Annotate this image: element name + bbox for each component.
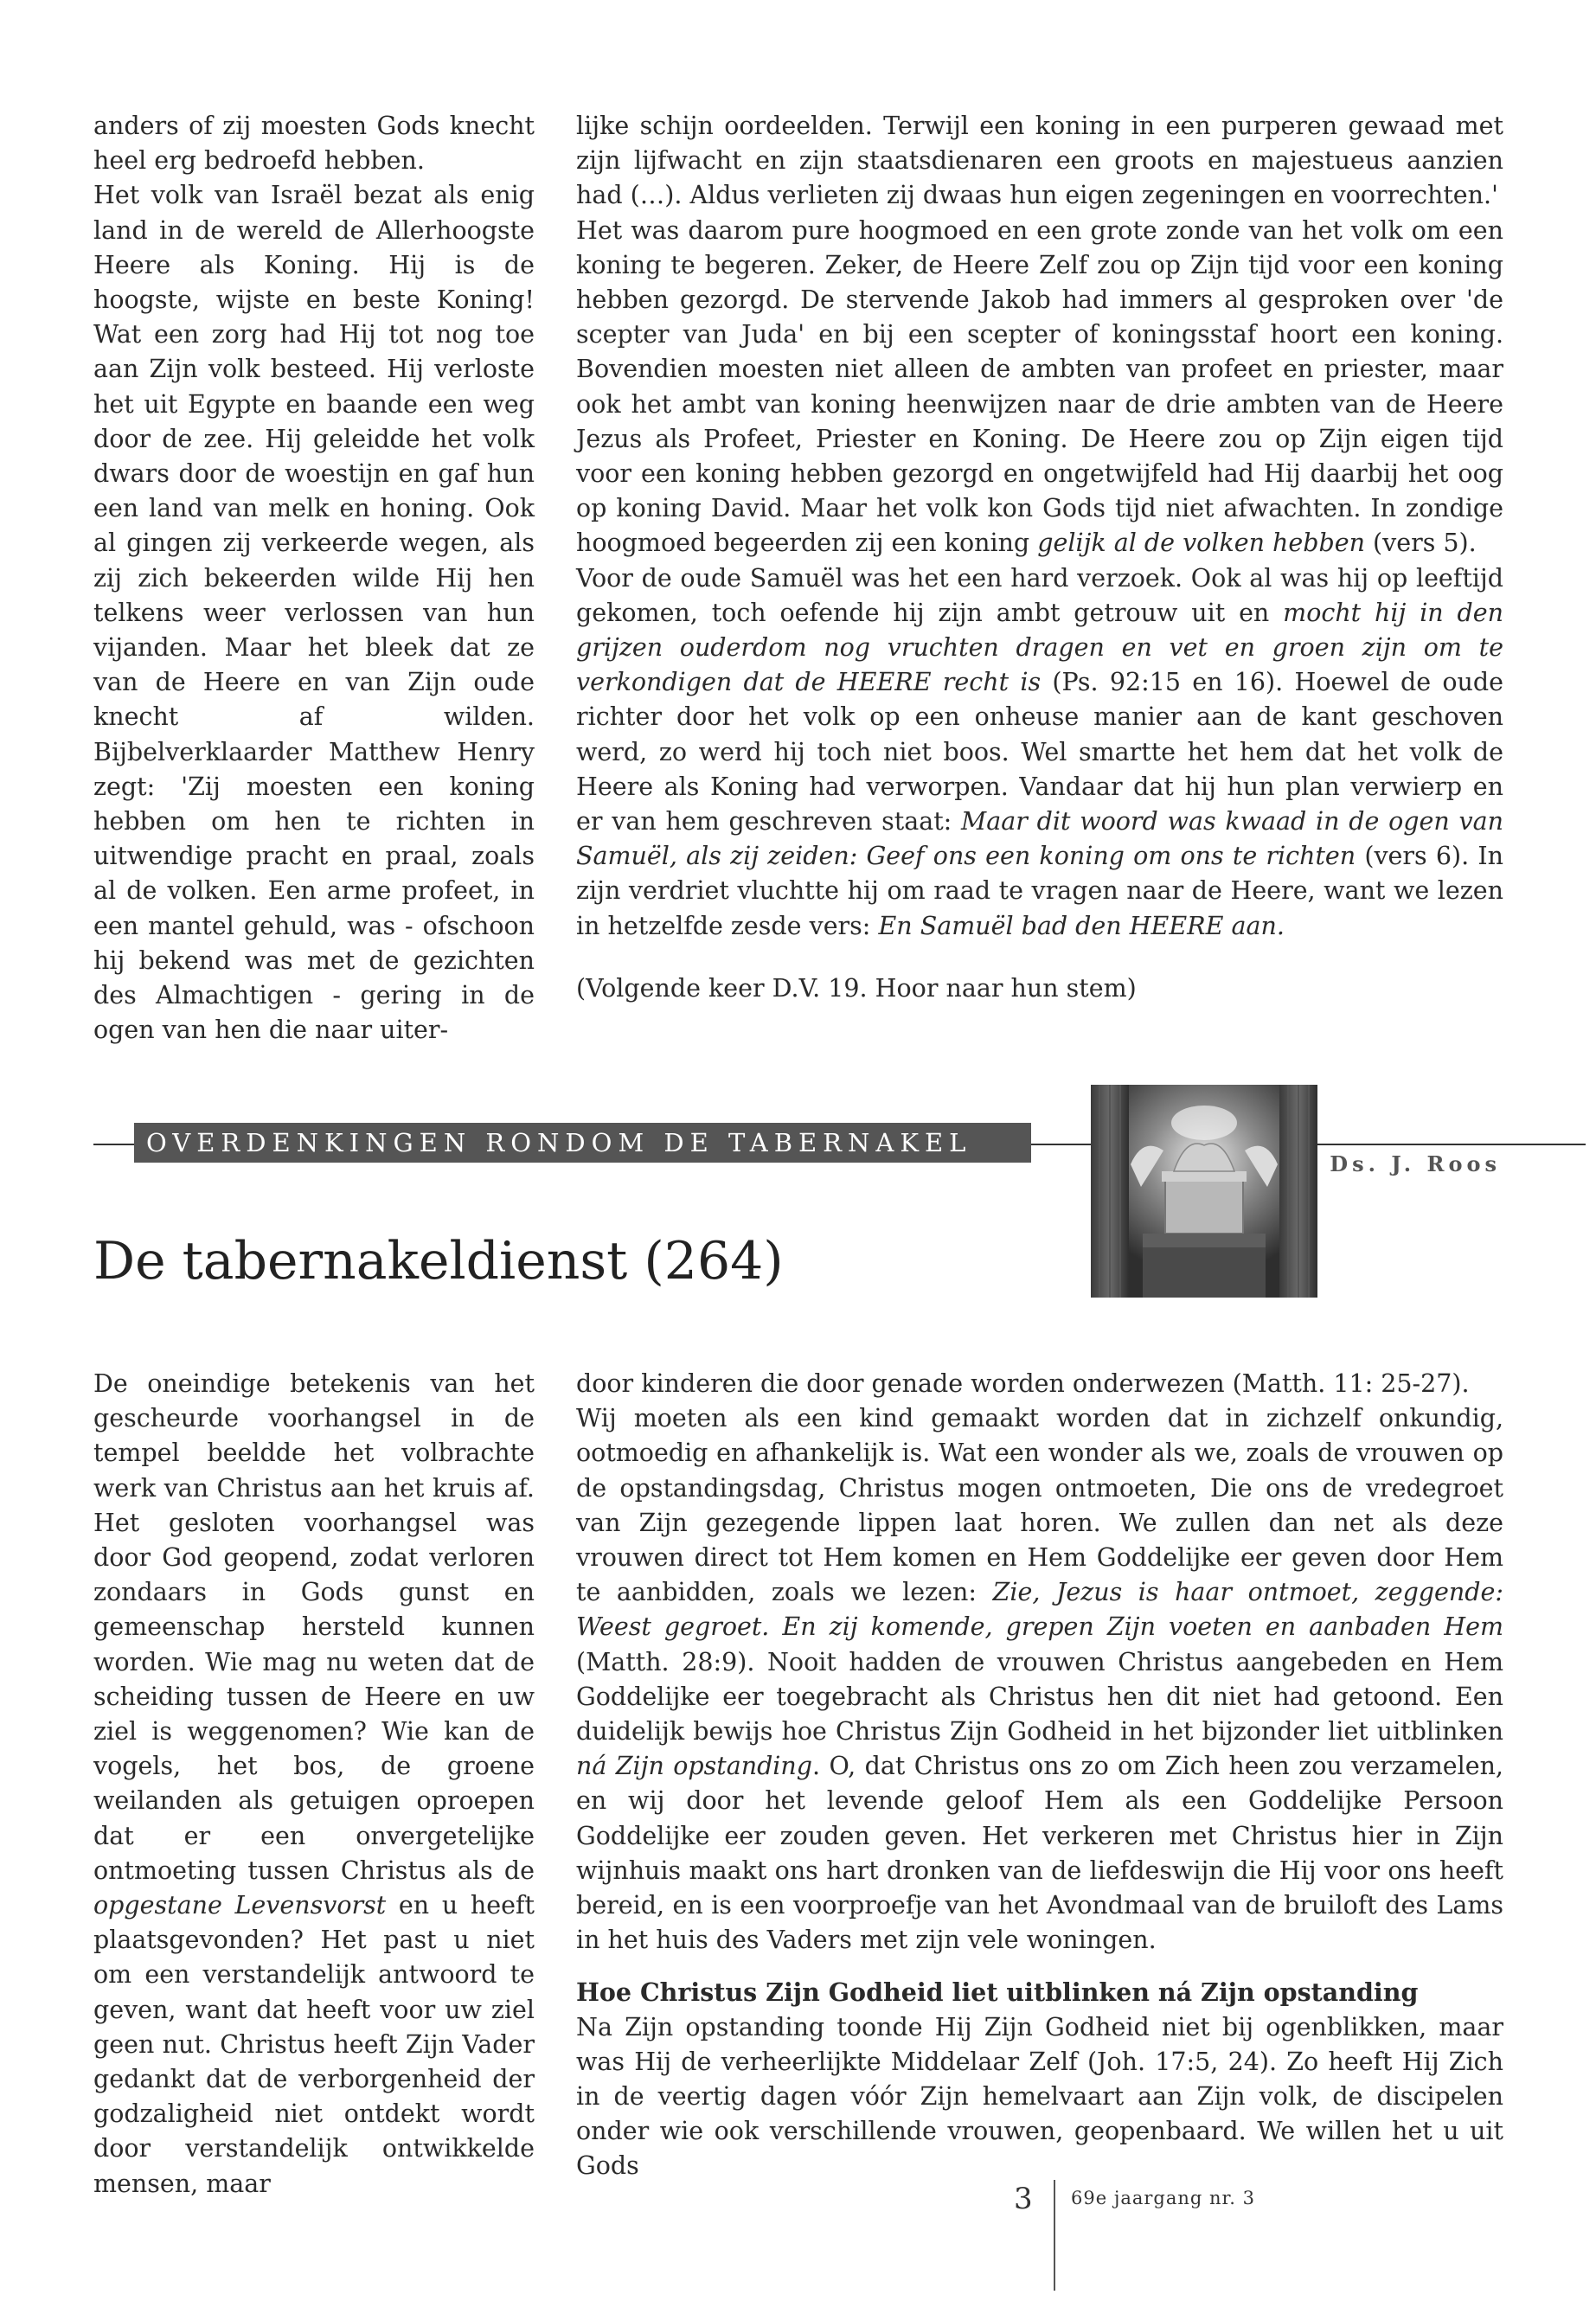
continued-article-right-column [576, 109, 1503, 1006]
paragraph: De oneindige betekenis van het gescheurde voorhangsel in de tempel beeldde het volbrachte werk van Christus aan het kruis af. Het gesloten voorhangsel was door God geopend, zodat verloren zondaars in Gods gunst en gemeenschap hersteld kunnen worden. Wie mag nu weten dat de scheiding tussen de Heere en uw ziel is weggenomen? Wie kan de vogels, het bos, de groene weilanden als getuigen oproepen dat er een onvergetelijke ontmoeting tussen Christus als de opgestane Levensvorst en u heeft plaatsgevonden? Het past u niet om een verstandelijk antwoord te geven, want dat heeft voor uw ziel geen nut. Christus heeft Zijn Vader gedankt dat de verborgenheid der godzaligheid niet ontdekt wordt door verstandelijk ontwikkelde mensen, maar [93, 1369, 535, 2198]
tabernacle-ark-image [1091, 1085, 1317, 1298]
article-left-column [93, 1367, 535, 2202]
section-subheading: Hoe Christus Zijn Godheid liet uitblinken ná Zijn opstanding [576, 1977, 1419, 2008]
paragraph: Het was daarom pure hoogmoed en een grote zonde van het volk om een koning te begeren. Zeker, de Heere Zelf zou op Zijn tijd voor een koning hebben gezorgd. De stervende Jakob had immers al gesproken over 'de scepter van Juda' en bij een scepter of koningsstaf hoort een koning. Bovendien moesten niet alleen de ambten van profeet en priester, maar ook het ambt van koning heenwijzen naar de drie ambten van de Heere Jezus als Profeet, Priester en Koning. De Heere zou op Zijn eigen tijd voor een koning hebben gezorgd en ongetwijfeld had Hij daarbij het oog op koning David. Maar het volk kon Gods tijd niet afwachten. In zondige hoogmoed begeerden zij een koning gelijk al de volken hebben (vers 5). [576, 215, 1503, 558]
paragraph: door kinderen die door genade worden onderwezen (Matth. 11: 25-27). [576, 1369, 1470, 1398]
article-right-column [576, 1367, 1503, 2184]
paragraph: Het volk van Israël bezat als enig land in de wereld de Allerhoogste Heere als Koning. Hij is de hoogste, wijste en beste Koning! Wat een zorg had Hij tot nog toe aan Zijn volk besteed. Hij verloste het uit Egypte en baande een weg door de zee. Hij geleidde het volk dwars door de woestijn en gaf hun een land van melk en honing. Ook al gingen zij verkeerde wegen, als zij zich bekeerden wilde Hij hen telkens weer verlossen van hun vijanden. Maar het bleek dat ze van de Heere en van Zijn oude knecht af wilden. Bijbelverklaarder Matthew Henry zegt: 'Zij moesten een koning hebben om hen te richten in uitwendige pracht en praal, zoals al de volken. Een arme profeet, in een mantel gehuld, was - ofschoon hij bekend was met de gezichten des Almachtigen - gering in de ogen van hen die naar uiter- [93, 181, 535, 1045]
paragraph: lijke schijn oordeelden. Terwijl een koning in een purperen gewaad met zijn lijfwacht en zijn staatsdienaren een groots en majestueus aanzien had (…). Aldus verlieten zij dwaas hun eigen zegeningen en voorrechten.' [576, 112, 1503, 210]
author-byline: Ds. J. Roos [1328, 1147, 1501, 1182]
paragraph: Wij moeten als een kind gemaakt worden dat in zichzelf onkundig, ootmoedig en afhankelijk is. Wat een wonder als we, zoals de vrouwen op de opstandingsdag, Christus mogen ontmoeten, Die ons de vredegroet van Zijn gezegende lippen laat horen. We zullen dan net als deze vrouwen direct tot Hem komen en Hem Goddelijke eer geven door Hem te aanbidden, zoals we lezen: Zie, Jezus is haar ontmoet, zeggende: Weest gegroet. En zij komende, grepen Zijn voeten en aanbaden Hem (Matth. 28:9). Nooit hadden de vrouwen Christus aangebeden en Hem Goddelijke eer toegebracht als Christus hen dit niet had getoond. Een duidelijk bewijs hoe Christus Zijn Godheid in het bijzonder liet uitblinken ná Zijn opstanding. O, dat Christus ons zo om Zich heen zou verzamelen, en wij door het levende geloof Hem als een Goddelijke Persoon Goddelijke eer zouden geven. Het verkeren met Christus hier in Zijn wijnhuis maakt ons hart dronken van de liefdeswijn die Hij voor ons heeft bereid, en is een voorproefje van het Avondmaal van de bruiloft des Lams in het huis des Vaders met zijn vele woningen. [576, 1404, 1503, 1955]
article-title: De tabernakeldienst (264) [93, 1231, 784, 1292]
paragraph: Na Zijn opstanding toonde Hij Zijn Godheid niet bij ogenblikken, maar was Hij de verheerlijkte Middelaar Zelf (Joh. 17:5, 24). Zo heeft Hij Zich in de veertig dagen vóór Zijn hemelvaart aan Zijn volk, de discipelen onder wie ook verschillende vrouwen, geopenbaard. We willen het u uit Gods [576, 2012, 1503, 2181]
paragraph: anders of zij moesten Gods knecht heel erg bedroefd hebben. [93, 112, 535, 176]
continued-article-left-column [93, 109, 535, 1048]
next-episode-note: (Volgende keer D.V. 19. Hoor naar hun stem) [576, 973, 1137, 1003]
rubric-label: OVERDENKINGEN RONDOM DE TABERNAKEL [134, 1123, 1031, 1163]
paragraph: Voor de oude Samuël was het een hard verzoek. Ook al was hij op leeftijd gekomen, toch oefende hij zijn ambt getrouw uit en mocht hij in den grijzen ouderdom nog vruchten dragen en vet en groen zijn om te verkondigen dat de HEERE recht is (Ps. 92:15 en 16). Hoewel de oude richter door het volk op een onheuse manier aan de kant geschoven werd, zo werd hij toch niet boos. Wel smartte het hem dat het volk de Heere als Koning had verworpen. Vandaar dat hij hun plan verwierp en er van hem geschreven staat: Maar dit woord was kwaad in de ogen van Samuël, als zij zeiden: Geef ons een koning om ons te richten (vers 6). In zijn verdriet vluchtte hij om raad te vragen naar de Heere, want we lezen in hetzelfde zesde vers: En Samuël bad den HEERE aan. [576, 563, 1504, 940]
issue-label: 69e jaargang nr. 3 [1071, 2188, 1255, 2208]
footer-divider [1054, 2180, 1055, 2291]
page-number: 3 [1014, 2182, 1033, 2216]
